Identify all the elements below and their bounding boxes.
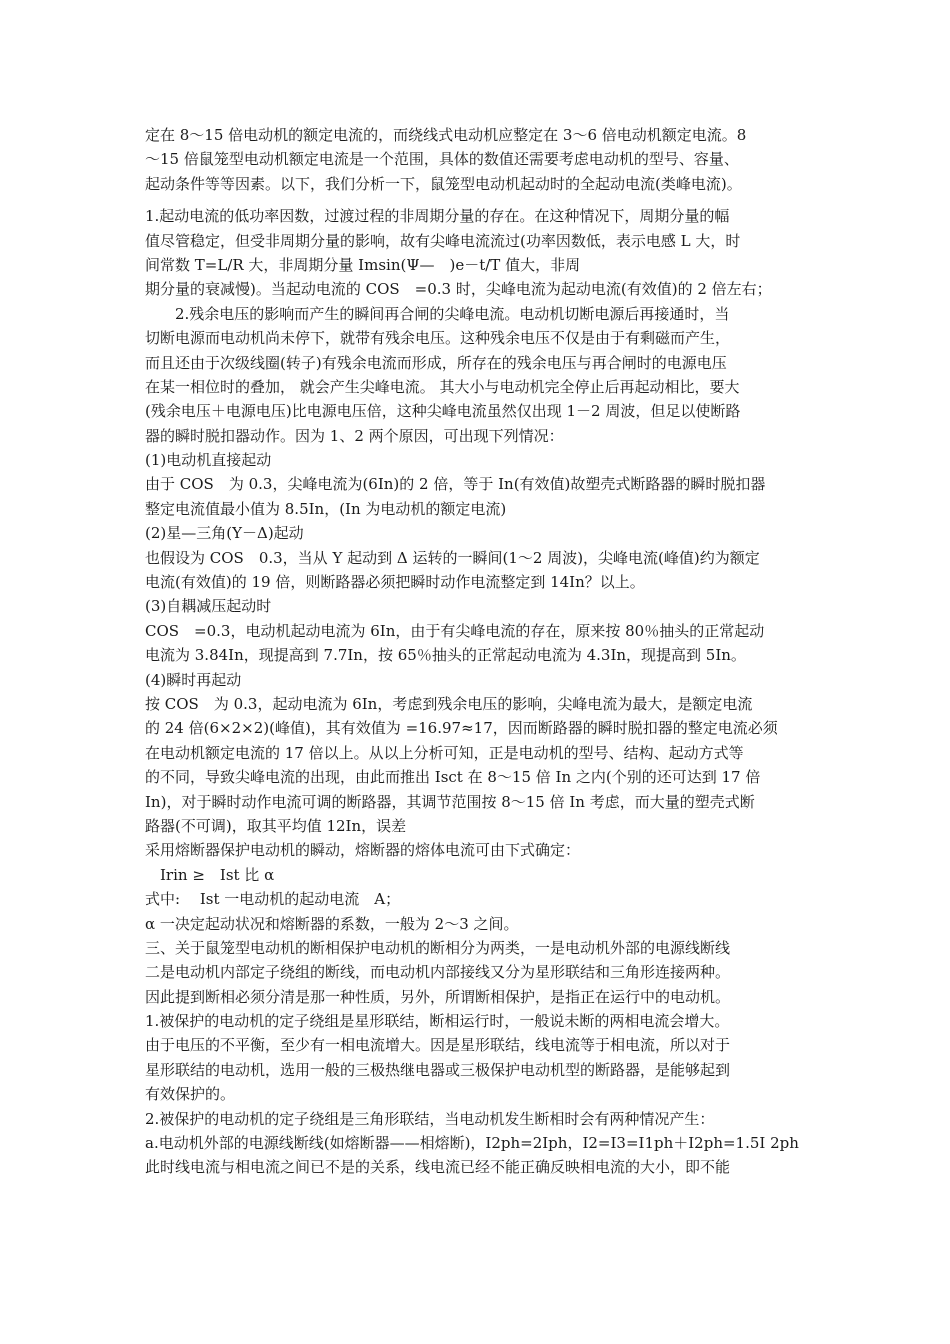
text-line: 此时线电流与相电流之间已不是的关系，线电流已经不能正确反映相电流的大小，即不能 bbox=[145, 1158, 731, 1177]
text-line: 由于 COS 为 0.3，尖峰电流为(6In)的 2 倍，等于 In(有效值)故塑壳式断路器的瞬时脱扣器 bbox=[145, 475, 766, 494]
text-line: (3)自耦减压起动时 bbox=[145, 597, 272, 616]
text-line: 也假设为 COS 0.3，当从 Y 起动到 Δ 运转的一瞬间(1～2 周波)，尖峰电流(峰值)约为额定 bbox=[145, 548, 760, 567]
text-line: 由于电压的不平衡，至少有一相电流增大。因是星形联结，线电流等于相电流，所以对于 bbox=[145, 1036, 731, 1055]
text-line: 起动条件等等因素。以下，我们分析一下，鼠笼型电动机起动时的全起动电流(类峰电流)。 bbox=[145, 174, 742, 193]
text-line: 二是电动机内部定子绕组的断线，而电动机内部接线又分为星形联结和三角形连接两种。 bbox=[145, 963, 731, 982]
text-line: 三、关于鼠笼型电动机的断相保护电动机的断相分为两类，一是电动机外部的电源线断线 bbox=[145, 938, 731, 957]
text-line: a.电动机外部的电源线断线(如熔断器——相熔断)，I2ph=2Iph，I2=I3=I1ph＋I2ph=1.5I 2ph bbox=[145, 1134, 799, 1153]
text-line: (4)瞬时再起动 bbox=[145, 670, 242, 689]
text-line: 电流(有效值)的 19 倍，则断路器必须把瞬时动作电流整定到 14In？以上。 bbox=[145, 573, 645, 592]
text-line: 1.被保护的电动机的定子绕组是星形联结，断相运行时，一般说未断的两相电流会增大。 bbox=[145, 1012, 730, 1031]
text-line: 有效保护的。 bbox=[145, 1085, 236, 1104]
text-line: 整定电流值最小值为 8.5In，(In 为电动机的额定电流) bbox=[145, 499, 507, 518]
text-line: 在某一相位时的叠加， 就会产生尖峰电流。 其大小与电动机完全停止后再起动相比，要大 bbox=[145, 377, 740, 396]
text-line: 而且还由于次级线圈(转子)有残余电流而形成，所存在的残余电压与再合闸时的电源电压 bbox=[145, 353, 727, 372]
text-line: 2.残余电压的影响而产生的瞬间再合闸的尖峰电流。电动机切断电源后再接通时，当 bbox=[145, 304, 730, 323]
text-line: COS =0.3，电动机起动电流为 6In，由于有尖峰电流的存在，原来按 80％抽头的正常起动 bbox=[145, 621, 765, 640]
text-line: 星形联结的电动机，选用一般的三极热继电器或三极保护电动机型的断路器，是能够起到 bbox=[145, 1060, 731, 1079]
text-line: 切断电源而电动机尚未停下，就带有残余电压。这种残余电压不仅是由于有剩磁而产生， bbox=[145, 329, 731, 348]
document-body bbox=[145, 123, 825, 1180]
text-line: (1)电动机直接起动 bbox=[145, 451, 272, 470]
text-line: 期分量的衰减慢)。当起动电流的 COS =0.3 时，尖峰电流为起动电流(有效值)的 2 倍左右； bbox=[145, 280, 772, 299]
text-line: 2.被保护的电动机的定子绕组是三角形联结，当电动机发生断相时会有两种情况产生： bbox=[145, 1109, 715, 1128]
text-line: 定在 8～15 倍电动机的额定电流的，而绕线式电动机应整定在 3～6 倍电动机额定电流。8 bbox=[145, 126, 747, 144]
paragraph-gap bbox=[145, 196, 825, 204]
text-line: 的 24 倍(6×2×2)(峰值)，其有效值为 =16.97≈17，因而断路器的瞬时脱扣器的整定电流必须 bbox=[145, 719, 778, 738]
text-line: 路器(不可调)，取其平均值 12In，误差 bbox=[145, 816, 407, 835]
text-line: α 一决定起动状况和熔断器的系数，一般为 2～3 之间。 bbox=[145, 914, 519, 933]
text-line: In)，对于瞬时动作电流可调的断路器，其调节范围按 8～15 倍 In 考虑，而大量的塑壳式断 bbox=[145, 792, 755, 811]
text-line: 间常数 T=L/R 大，非周期分量 Imsin(Ψ— )e－t/T 值大，非周 bbox=[145, 255, 581, 274]
text-line: 在电动机额定电流的 17 倍以上。从以上分析可知，正是电动机的型号、结构、起动方式等 bbox=[145, 743, 744, 762]
text-line: 1.起动电流的低功率因数，过渡过程的非周期分量的存在。在这种情况下，周期分量的幅 bbox=[145, 207, 730, 226]
text-line: ～15 倍鼠笼型电动机额定电流是一个范围，具体的数值还需要考虑电动机的型号、容量、 bbox=[145, 150, 739, 169]
text-line: 的不同，导致尖峰电流的出现，由此而推出 Isct 在 8～15 倍 In 之内(个别的还可达到 17 倍 bbox=[145, 768, 761, 787]
text-line: 器的瞬时脱扣器动作。因为 1、2 两个原因，可出现下列情况： bbox=[145, 426, 564, 445]
text-line: (2)星—三角(Y－Δ)起动 bbox=[145, 524, 304, 543]
text-line: 式中: Ist 一电动机的起动电流 A； bbox=[145, 890, 401, 909]
text-line: Irin ≥ Ist 比 α bbox=[145, 865, 275, 884]
text-line: 值尽管稳定，但受非周期分量的影响，故有尖峰电流流过(功率因数低，表示电感 L 大，时 bbox=[145, 231, 741, 250]
text-line: 按 COS 为 0.3，起动电流为 6In，考虑到残余电压的影响，尖峰电流为最大，是额定电流 bbox=[145, 694, 753, 713]
text-line: 电流为 3.84In，现提高到 7.7In，按 65％抽头的正常起动电流为 4.3In，现提高到 5In。 bbox=[145, 646, 746, 665]
text-line: (残余电压＋电源电压)比电源电压倍，这种尖峰电流虽然仅出现 1－2 周波，但足以使断路 bbox=[145, 402, 741, 421]
text-line: 因此提到断相必须分清是那一种性质，另外，所谓断相保护，是指正在运行中的电动机。 bbox=[145, 987, 731, 1006]
text-line: 采用熔断器保护电动机的瞬动，熔断器的熔体电流可由下式确定： bbox=[145, 841, 581, 860]
